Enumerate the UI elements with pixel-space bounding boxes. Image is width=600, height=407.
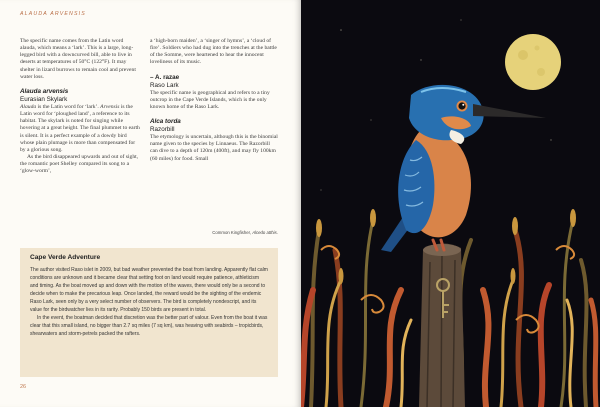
species-paragraph: The etymology is uncertain, although this is the binomial name given to the species by Linnaeus. The Razorbill can dive to a depth of 120m (400ft), and may fly 100km (60 miles) for food. Small: [150, 134, 278, 162]
right-page: [301, 0, 600, 407]
page-number: 26: [20, 384, 27, 390]
running-head: ALAUDA ARVENSIS: [20, 11, 86, 17]
latin-term: Arvensis: [100, 103, 120, 110]
species-paragraph: As the bird disappeared upwards and out of sight, the romantic poet Shelley compared its song to a ‘glow-worm’,: [20, 154, 139, 175]
text-column-left: [20, 38, 140, 176]
box-paragraph: The author visited Raso islet in 2009, but bad weather prevented the boat from landing. Apparently flat calm conditions are unknown and it became clear that setting foot on land would require patience, athleticism and timing. As the boat moved up and down with the motion of the waves, there would only be a second to decide when to make the precarious leap. Once landed, the reward would be the sighting of the endemic Raso Lark, seen only by a very select number of observers. The bird is completely nondescript, and its value for the birdwatcher lies in its rarity. Probably 150 birds are present in total.: [30, 267, 268, 313]
box-paragraph: In the event, the boatman decided that discretion was the better part of valour. Even from the boat it was clear that this small island, no bigger than 2.7 sq miles (7 sq km), was heaving with seabirds – tropicbirds, shearwaters and storm-petrels packed the rafters.: [30, 315, 268, 337]
box-title: Cape Verde Adventure: [30, 254, 101, 261]
latin-term: Alauda: [20, 103, 37, 110]
species-paragraph: [20, 104, 140, 154]
text-column-right: [150, 38, 278, 163]
kingfisher-illustration: [301, 0, 600, 407]
box-body: [30, 266, 268, 338]
species-latin-name: Alca torda: [150, 118, 181, 126]
species-common-name: Eurasian Skylark: [20, 95, 68, 103]
caption-text: Common Kingfisher,: [212, 230, 253, 235]
caption-latin: Alcedo atthis: [252, 230, 277, 235]
caption-end: .: [276, 230, 278, 235]
sidebar-box: [20, 248, 278, 377]
species-latin-name: – A. razae: [150, 73, 180, 81]
paragraph-text: is the Latin word for ‘lark’.: [36, 103, 101, 110]
moon: [505, 34, 561, 90]
species-latin-name: Alauda arvensis: [20, 87, 69, 95]
species-common-name: Raso Lark: [150, 81, 179, 89]
figure-caption: [150, 230, 278, 235]
paragraph-text: is the Latin word for ‘ploughed land’, a reference to its habitat. The skylark is noted for singing while hovering at a great height. The final plummet to earth is silent. It is a perfect example of a dowdy bird whose plain plumage is more than compensated for by a glorious song.: [20, 103, 140, 153]
wooden-post: [419, 243, 465, 407]
continuation-paragraph: a ‘high-born maiden’, a ‘singer of hymns’, a ‘cloud of fire’. Soldiers who had dug into the trenches at the battle of the Somme, were heartened to hear the innocent loveliness of its music.: [150, 38, 277, 66]
species-common-name: Razorbill: [150, 126, 175, 134]
intro-paragraph: The specific name comes from the Latin word alauda, which means a ‘lark’. This is a large, long-legged bird with a downcurved bill, able to live in deserts at temperatures of 50°C (122°F). It may shelter in lizard burrows to remain cool and prevent water loss.: [20, 38, 136, 80]
species-paragraph: The specific name is geographical and refers to a tiny outcrop in the Cape Verde Islands, which is the only known home of the Raso Lark.: [150, 89, 270, 110]
